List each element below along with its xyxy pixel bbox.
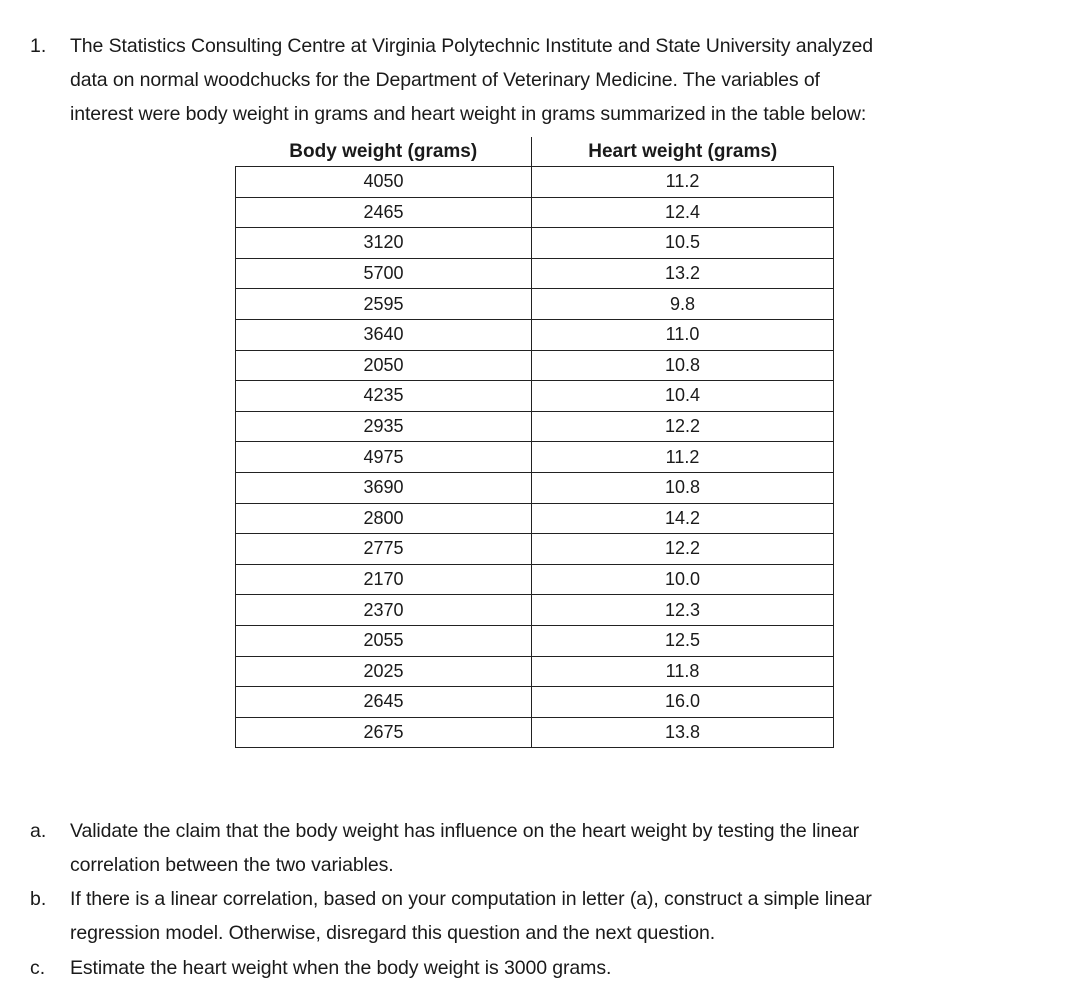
question-b-label: b. (30, 888, 47, 910)
heart-weight-cell: 10.8 (532, 472, 834, 503)
table-row (236, 625, 834, 656)
table-header-row (236, 137, 834, 167)
body-weight-cell: 2370 (236, 595, 532, 626)
heart-weight-cell: 11.0 (532, 319, 834, 350)
table-row (236, 534, 834, 565)
body-weight-cell: 4235 (236, 381, 532, 412)
heart-weight-cell: 10.8 (532, 350, 834, 381)
body-weight-cell: 2800 (236, 503, 532, 534)
table-row (236, 442, 834, 473)
heart-weight-cell: 11.8 (532, 656, 834, 687)
body-weight-cell: 2645 (236, 687, 532, 718)
heart-weight-cell: 12.2 (532, 534, 834, 565)
table-row (236, 595, 834, 626)
heart-weight-cell: 12.5 (532, 625, 834, 656)
table-row (236, 350, 834, 381)
heart-weight-cell: 12.2 (532, 411, 834, 442)
heart-weight-cell: 10.0 (532, 564, 834, 595)
body-weight-cell: 3120 (236, 228, 532, 259)
table-row (236, 687, 834, 718)
data-table (235, 137, 834, 748)
body-weight-cell: 2595 (236, 289, 532, 320)
problem-number: 1. (30, 35, 47, 57)
body-weight-cell: 4050 (236, 167, 532, 198)
intro-line-1: The Statistics Consulting Centre at Virginia Polytechnic Institute and State University analyzed (70, 35, 873, 57)
heart-weight-cell: 12.3 (532, 595, 834, 626)
table-row (236, 411, 834, 442)
question-a-label: a. (30, 820, 47, 842)
heart-weight-cell: 11.2 (532, 167, 834, 198)
question-b-line-1: If there is a linear correlation, based on your computation in letter (a), construct a simple linear (70, 888, 872, 910)
body-weight-cell: 3690 (236, 472, 532, 503)
table-body (236, 167, 834, 748)
heart-weight-cell: 9.8 (532, 289, 834, 320)
body-weight-cell: 4975 (236, 442, 532, 473)
heart-weight-cell: 11.2 (532, 442, 834, 473)
header-body-weight: Body weight (grams) (236, 137, 532, 167)
table-row (236, 503, 834, 534)
body-weight-cell: 2465 (236, 197, 532, 228)
heart-weight-cell: 10.4 (532, 381, 834, 412)
body-weight-cell: 2050 (236, 350, 532, 381)
intro-line-2: data on normal woodchucks for the Department of Veterinary Medicine. The variables of (70, 69, 820, 91)
table-row (236, 289, 834, 320)
question-b-line-2: regression model. Otherwise, disregard this question and the next question. (70, 922, 716, 944)
body-weight-cell: 2675 (236, 717, 532, 748)
table-row (236, 228, 834, 259)
body-weight-cell: 2775 (236, 534, 532, 565)
question-a-line-2: correlation between the two variables. (70, 854, 394, 876)
body-weight-cell: 5700 (236, 258, 532, 289)
table-row (236, 167, 834, 198)
body-weight-cell: 2935 (236, 411, 532, 442)
body-weight-cell: 2170 (236, 564, 532, 595)
body-weight-cell: 2025 (236, 656, 532, 687)
table-row (236, 564, 834, 595)
table-row (236, 472, 834, 503)
table-row (236, 717, 834, 748)
table-row (236, 258, 834, 289)
heart-weight-cell: 10.5 (532, 228, 834, 259)
body-weight-cell: 3640 (236, 319, 532, 350)
table-row (236, 197, 834, 228)
table-row (236, 381, 834, 412)
header-heart-weight: Heart weight (grams) (532, 137, 834, 167)
heart-weight-cell: 12.4 (532, 197, 834, 228)
question-c-label: c. (30, 957, 46, 979)
question-a-line-1: Validate the claim that the body weight has influence on the heart weight by testing the linear (70, 820, 860, 842)
table-row (236, 319, 834, 350)
intro-line-3: interest were body weight in grams and heart weight in grams summarized in the table below: (70, 103, 867, 125)
heart-weight-cell: 16.0 (532, 687, 834, 718)
table-row (236, 656, 834, 687)
heart-weight-cell: 14.2 (532, 503, 834, 534)
body-weight-cell: 2055 (236, 625, 532, 656)
heart-weight-cell: 13.8 (532, 717, 834, 748)
question-c-line-1: Estimate the heart weight when the body weight is 3000 grams. (70, 957, 612, 979)
heart-weight-cell: 13.2 (532, 258, 834, 289)
